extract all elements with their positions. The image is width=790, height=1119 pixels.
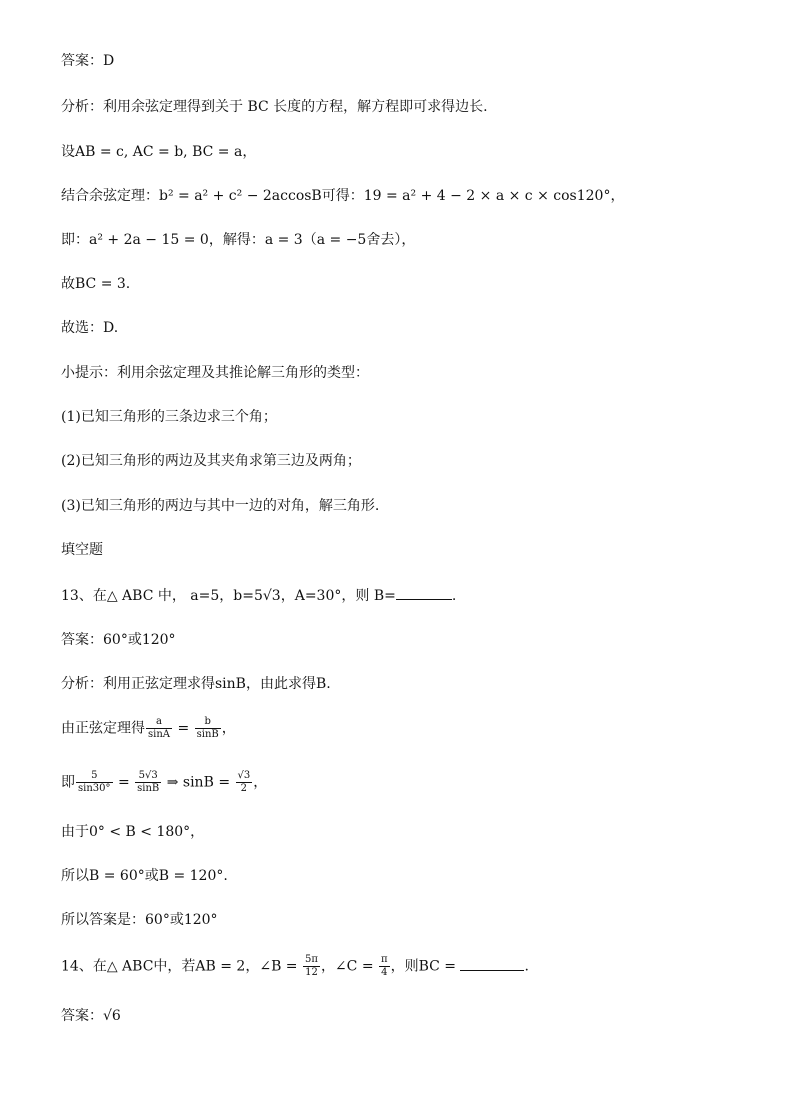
setup-line: 设AB = c, AC = b, BC = a， — [61, 144, 257, 160]
answer-line-13: 答案：60°或120° — [61, 632, 176, 648]
denominator: sinB — [137, 783, 160, 794]
fraction — [303, 954, 320, 979]
fraction — [135, 770, 161, 795]
implies-text: ⇒ sinB = — [162, 774, 235, 791]
denominator: sin30° — [78, 783, 111, 794]
fraction — [195, 716, 221, 741]
equation-line: 即：a² + 2a − 15 = 0，解得：a = 3（a = −5舍去）， — [61, 232, 416, 248]
sine-law-suffix: ， — [221, 720, 236, 737]
sine-law-line — [61, 716, 236, 741]
section-title: 填空题 — [61, 542, 103, 558]
denominator: 2 — [236, 782, 253, 795]
conclusion-line: 所以B = 60°或B = 120°. — [61, 868, 228, 884]
sine-calc-suffix: ， — [253, 774, 268, 791]
question-13-text: 13、在△ ABC 中， a=5，b=5√3，A=30°，则 B= — [61, 588, 396, 604]
fraction — [76, 770, 113, 795]
equals-sign: = — [113, 774, 135, 791]
tip-item-2: (2)已知三角形的两边及其夹角求第三边及两角； — [61, 453, 361, 469]
numerator: 5π — [305, 954, 318, 965]
question-13 — [61, 585, 456, 606]
answer-blank — [460, 956, 524, 971]
sine-calc-line — [61, 770, 267, 795]
final-answer-line: 所以答案是：60°或120° — [61, 912, 218, 928]
fraction — [146, 716, 172, 741]
numerator: 5 — [91, 770, 98, 781]
question-14-end: . — [524, 958, 529, 975]
cosine-law-line: 结合余弦定理：b² = a² + c² − 2accosB可得：19 = a² + 4 − 2 × a × c × cos120°， — [61, 188, 625, 204]
answer-blank — [396, 585, 452, 600]
numerator: a — [156, 716, 162, 727]
question-13-end: . — [451, 588, 457, 604]
question-14 — [61, 954, 529, 979]
answer-line-14: 答案：√6 — [61, 1008, 121, 1024]
denominator: sinB — [196, 729, 219, 740]
numerator: 5√3 — [138, 770, 158, 781]
numerator: π — [381, 954, 388, 965]
denominator: 4 — [379, 966, 390, 979]
question-14-text: 14、在△ ABC中，若AB = 2，∠B = — [61, 958, 302, 975]
tip-heading: 小提示：利用余弦定理及其推论解三角形的类型： — [61, 365, 369, 381]
tip-item-3: (3)已知三角形的两边与其中一边的对角，解三角形. — [61, 498, 380, 514]
fraction — [236, 770, 253, 795]
tip-item-1: (1)已知三角形的三条边求三个角； — [61, 409, 277, 425]
answer-line-12: 答案：D — [61, 53, 115, 69]
equals-sign: = — [173, 720, 194, 737]
denominator: sinA — [148, 729, 170, 740]
numerator: √3 — [237, 770, 251, 781]
result-line: 故BC = 3. — [61, 276, 131, 292]
analysis-line: 分析：利用余弦定理得到关于 BC 长度的方程，解方程即可求得边长. — [61, 99, 488, 115]
choice-line: 故选：D. — [61, 320, 119, 336]
analysis-line-13: 分析：利用正弦定理求得sinB，由此求得B. — [61, 676, 331, 692]
question-14-mid: ，∠C = — [320, 958, 379, 975]
sine-law-prefix: 由正弦定理得 — [61, 720, 145, 737]
denominator: 12 — [303, 966, 320, 979]
range-line: 由于0° < B < 180°， — [61, 824, 205, 840]
fraction — [379, 954, 390, 979]
sine-calc-prefix: 即 — [61, 774, 75, 791]
question-14-mid2: ，则BC = — [390, 958, 461, 975]
numerator: b — [204, 716, 211, 727]
